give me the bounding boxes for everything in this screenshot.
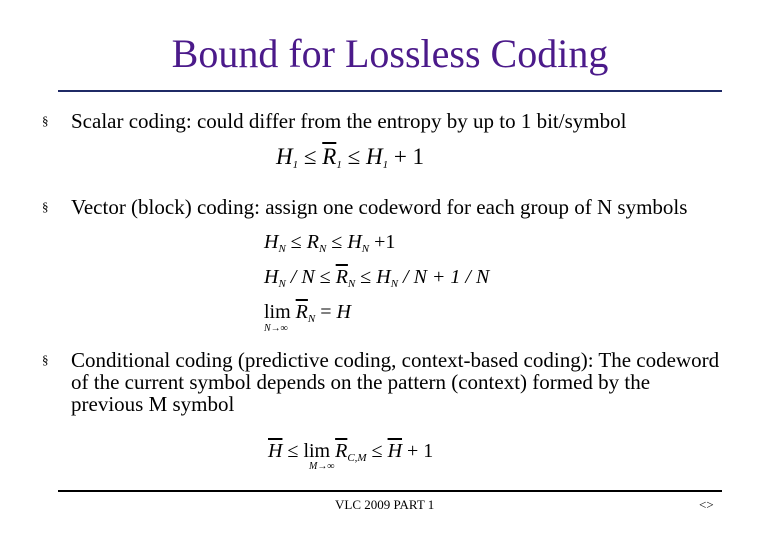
equation-scalar-bound: $H_1 \le \overline{R}_1 \le H_1 + 1$ (276, 144, 425, 171)
bullet-marker: § (42, 113, 49, 128)
bullet-text: Conditional coding (predictive coding, context-based coding): The codeword of the current symbol depends on the pattern (context) formed by the previous M symbol (71, 348, 720, 416)
equation-conditional-bound: $\overline{H} \le \lim \overline{R}_{C,M} \le \overline{H} + 1$ (268, 440, 434, 464)
equation-limit: $\lim \overline{R}_N = H$ (264, 301, 351, 325)
slide-title: Bound for Lossless Coding (171, 31, 609, 76)
bullet-text: Vector (block) coding: assign one codeword for each group of N symbols (71, 195, 688, 219)
limit-subscript: N→∞ (264, 323, 288, 334)
title-divider (58, 90, 722, 92)
equation-block-bound: $H_N \le R_N \le H_N +1$ (264, 231, 396, 255)
bullet-marker: § (42, 352, 49, 367)
footer-divider (58, 490, 722, 492)
footer-text: VLC 2009 PART 1 (335, 497, 435, 512)
bullet-text: Scalar coding: could differ from the entropy by up to 1 bit/symbol (71, 109, 627, 133)
page-number: <> (699, 497, 714, 512)
limit-subscript: M→∞ (309, 461, 335, 472)
bullet-marker: § (42, 199, 49, 214)
equation-per-symbol-bound: $H_N / N \le \overline{R}_N \le H_N / N + 1 / N$ (264, 266, 490, 290)
